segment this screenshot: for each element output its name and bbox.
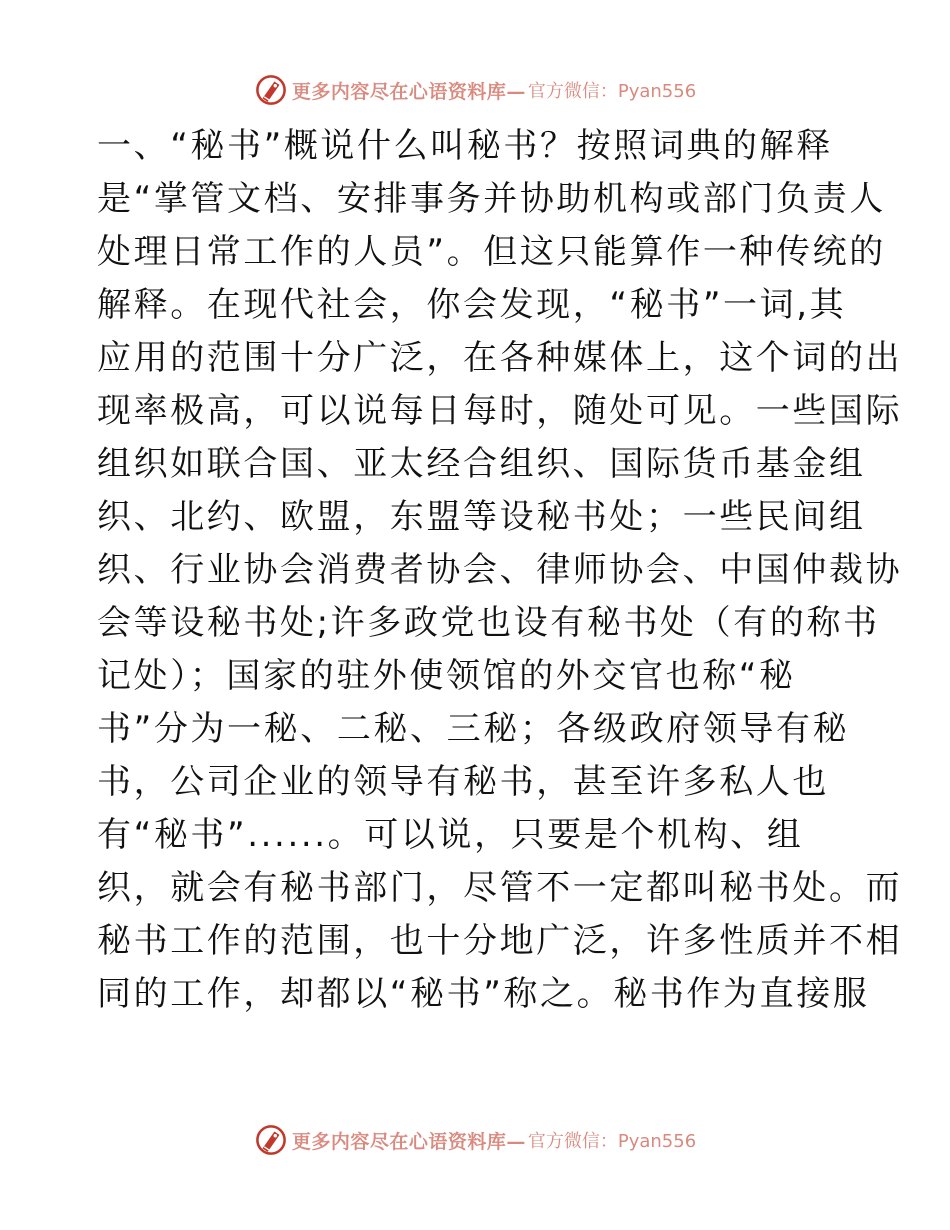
text-line: 织、北约、欧盟，东盟等设秘书处；一些民间组 [97,497,866,537]
text-line: 织，就会有秘书部门，尽管不一定都叫秘书处。而 [97,868,903,908]
text-line: 织、行业协会消费者协会、律师协会、中国仲裁协 [97,550,903,590]
pen-nib-logo-icon [254,73,288,107]
text-line: 组织如联合国、亚太经合组织、国际货币基金组 [97,444,866,484]
text-line: 一、“秘书”概说什么叫秘书？按照词典的解释 [97,126,833,166]
pen-nib-logo-icon [254,1123,288,1157]
text-line: 书，公司企业的领导有秘书，甚至许多私人也 [97,762,829,802]
banner-text: 更多内容尽在心语资料库— [291,80,526,103]
text-line: 是“掌管文档、安排事务并协助机构或部门负责人 [97,179,886,219]
text-line: 现率极高，可以说每日每时，随处可见。一些国际 [97,391,903,431]
footer-banner [0,1120,950,1160]
text-line: 秘书工作的范围，也十分地广泛，许多性质并不相 [97,921,903,961]
banner-text: 更多内容尽在心语资料库— [291,1130,526,1153]
banner-wechat: 官方微信：Pyan556 [527,81,697,102]
document-body [97,120,903,1021]
text-line: 处理日常工作的人员”。但这只能算作一种传统的 [97,232,886,272]
text-line: 会等设秘书处;许多政党也设有秘书处（有的称书 [97,603,880,643]
text-line: 有“秘书”......。可以说，只要是个机构、组 [97,815,804,855]
banner-wechat: 官方微信：Pyan556 [527,1131,697,1152]
text-line: 解释。在现代社会，你会发现，“秘书”一词,其 [97,285,847,325]
header-banner [0,70,950,110]
text-line: 同的工作，却都以“秘书”称之。秘书作为直接服 [97,974,870,1014]
text-line: 书”分为一秘、二秘、三秘；各级政府领导有秘 [97,709,850,749]
text-line: 记处）；国家的驻外使领馆的外交官也称“秘 [97,656,796,696]
text-line: 应用的范围十分广泛，在各种媒体上，这个词的出 [97,338,903,378]
